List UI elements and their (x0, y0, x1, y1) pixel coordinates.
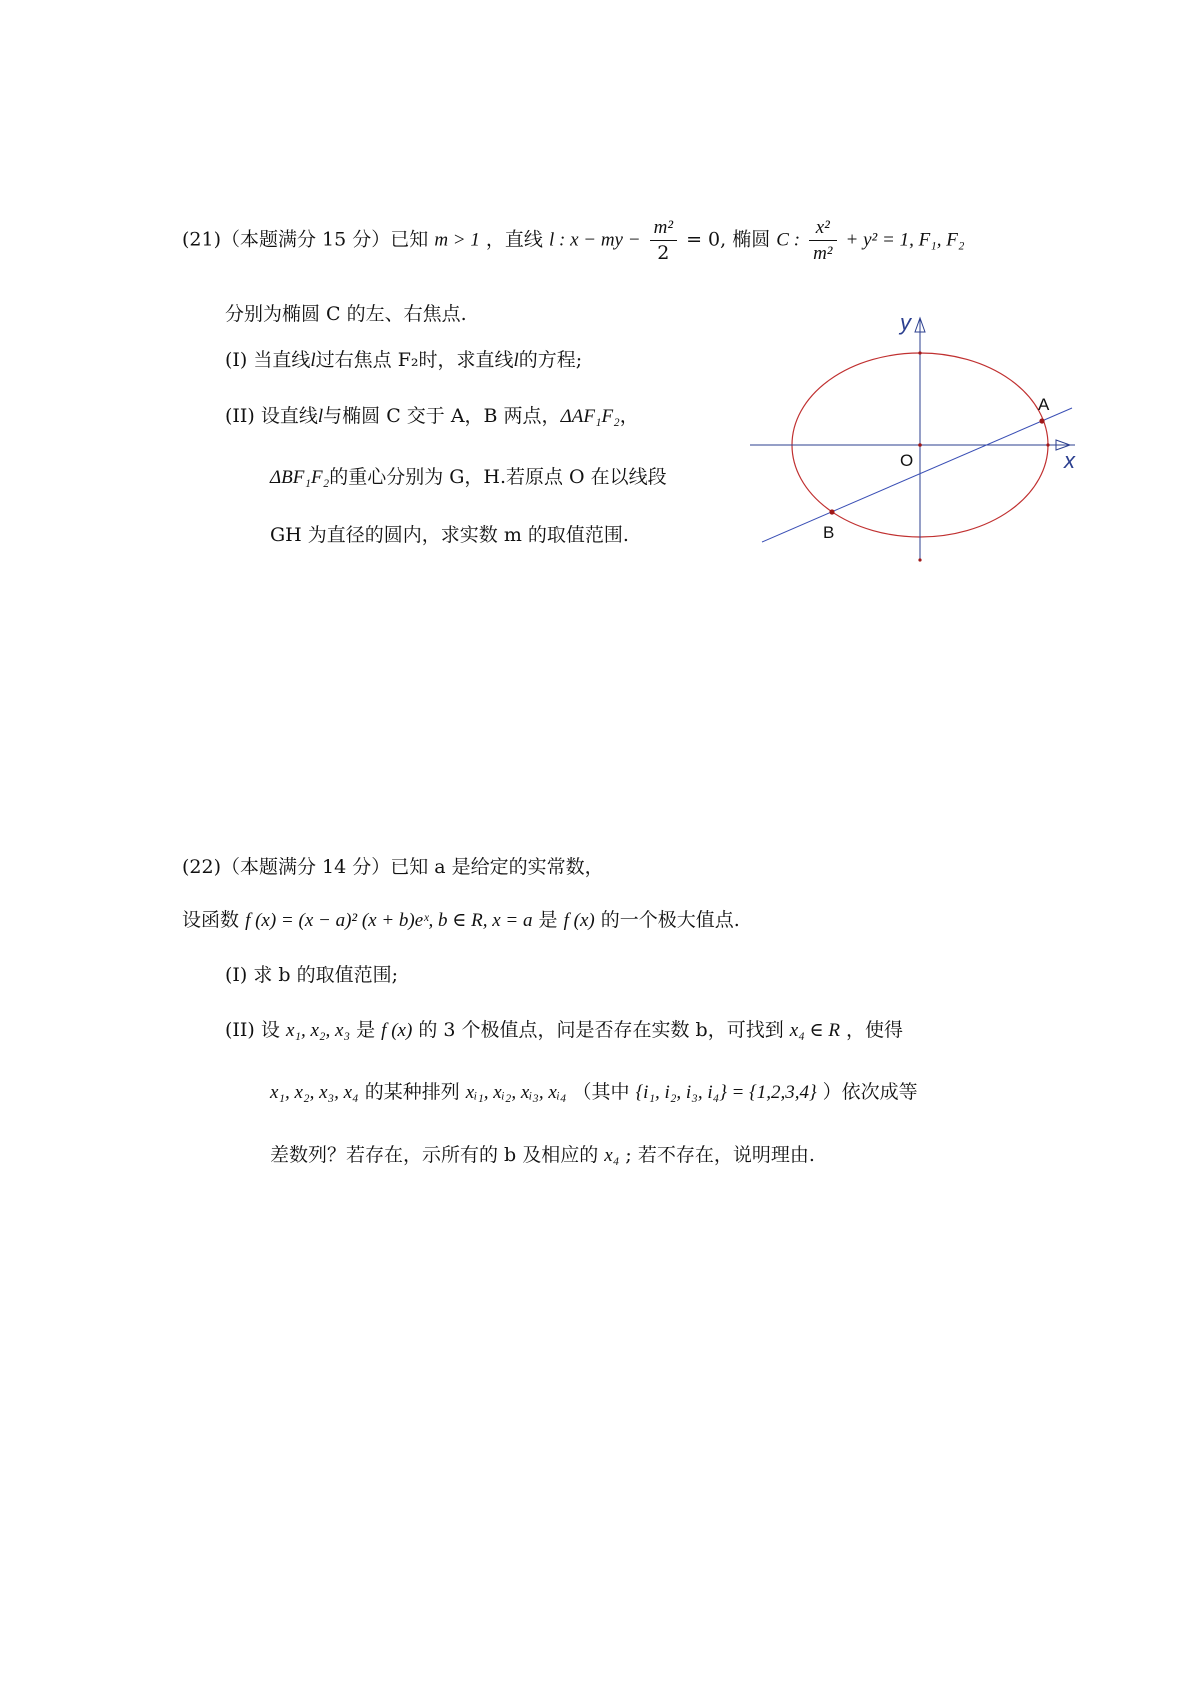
math-l: l (317, 406, 324, 427)
q22-part-1: (I) 求 b 的取值范围; (225, 964, 399, 986)
q21-text-ellipse: 椭圆 (732, 228, 771, 251)
text: 的 3 个极值点，问是否存在实数 b，可找到 (418, 1019, 784, 1041)
text: 过右焦点 F₂时，求直线 (315, 349, 514, 371)
point-b-label: B (823, 523, 835, 542)
fraction-denominator: 2 (657, 242, 670, 264)
q21-fraction-x2-over-m2 (809, 218, 836, 263)
q22-line-1: (22)（本题满分 14 分）已知 a 是给定的实常数， (182, 856, 604, 878)
q21-heading: (21)（本题满分 15 分）已知 (182, 228, 429, 251)
y-intercept-top (918, 351, 921, 354)
origin-point (918, 443, 922, 447)
math-x4: x₄ (604, 1145, 620, 1166)
text: 是 (356, 1019, 376, 1041)
q21-text: ，直线 (485, 228, 543, 251)
y-axis-label: y (900, 310, 911, 335)
q21-part-2 (225, 407, 639, 426)
q21-line-1 (182, 218, 965, 263)
q21-part-1 (225, 351, 582, 370)
text: (I) 当直线 (225, 349, 311, 371)
q21-ellipse-name: C : (776, 229, 801, 251)
text: 的方程; (518, 349, 583, 371)
math-x123: x₁, x₂, x₃ (285, 1020, 351, 1041)
text: ， (619, 405, 639, 427)
text: 差数列？若存在，示所有的 b 及相应的 (270, 1144, 599, 1166)
text: ）依次成等 (822, 1081, 918, 1103)
x-axis-label: x (1064, 448, 1075, 473)
q21-part-2-end: GH 为直径的圆内，求实数 m 的取值范围. (270, 524, 629, 546)
math-l: l (513, 350, 519, 371)
text: (II) 设 (225, 1019, 280, 1041)
text: （其中 (572, 1081, 630, 1103)
q21-equals-zero: = 0, (686, 228, 727, 251)
q21-condition: m > 1 (434, 229, 480, 251)
text: 设函数 (182, 909, 240, 931)
y-bottom-point (918, 558, 921, 561)
q22-line-2 (182, 911, 740, 930)
q21-line-equation: l : x − my − (548, 229, 641, 251)
math-fx: f (x) (381, 1020, 413, 1041)
math-l: l (310, 350, 316, 371)
text: 与椭圆 C 交于 A，B 两点， (323, 405, 561, 427)
q21-line-2: 分别为椭圆 C 的左、右焦点. (225, 303, 467, 325)
line-l (762, 408, 1072, 542)
q21-ellipse-equation-rest: + y² = 1, F₁, F₂ (845, 229, 965, 251)
text: 是 (538, 909, 558, 931)
text: 的重心分别为 G，H.若原点 O 在以线段 (329, 466, 667, 488)
math-x4-in-r: x₄ ∈ R (789, 1020, 840, 1041)
math-fx: f (x) (563, 910, 595, 931)
triangle-AF1F2: ΔAF₁F₂ (560, 406, 620, 427)
origin-label: O (900, 451, 914, 470)
x-intercept-right (1046, 443, 1049, 446)
fraction-denominator: m² (813, 243, 833, 264)
ellipse-figure (740, 310, 1080, 570)
point-b (829, 509, 834, 514)
q22-part-2 (225, 1021, 903, 1040)
q22-part-2-end (270, 1146, 815, 1165)
text: 的一个极大值点. (600, 909, 740, 931)
point-a-label: A (1038, 395, 1050, 414)
text: ，使得 (846, 1019, 904, 1041)
q21-fraction-m2-over-2 (650, 218, 677, 263)
math-x1234: x₁, x₂, x₃, x₄ (270, 1082, 359, 1103)
text: (II) 设直线 (225, 405, 318, 427)
text: ; 若不存在，说明理由. (625, 1144, 815, 1166)
point-a (1039, 418, 1044, 423)
text: 的某种排列 (364, 1081, 460, 1103)
fraction-numerator: m² (650, 218, 677, 241)
q22-part-2-cont (270, 1083, 918, 1102)
math-permutation: xᵢ₁, xᵢ₂, xᵢ₃, xᵢ₄ (465, 1082, 567, 1103)
triangle-BF1F2: ΔBF₁F₂ (270, 467, 330, 488)
q21-part-2-cont (270, 468, 667, 487)
function-definition: f (x) = (x − a)² (x + b)eˣ, b ∈ R, x = a (245, 910, 533, 931)
fraction-numerator: x² (809, 218, 836, 241)
math-index-set: {i₁, i₂, i₃, i₄} = {1,2,3,4} (635, 1082, 817, 1103)
